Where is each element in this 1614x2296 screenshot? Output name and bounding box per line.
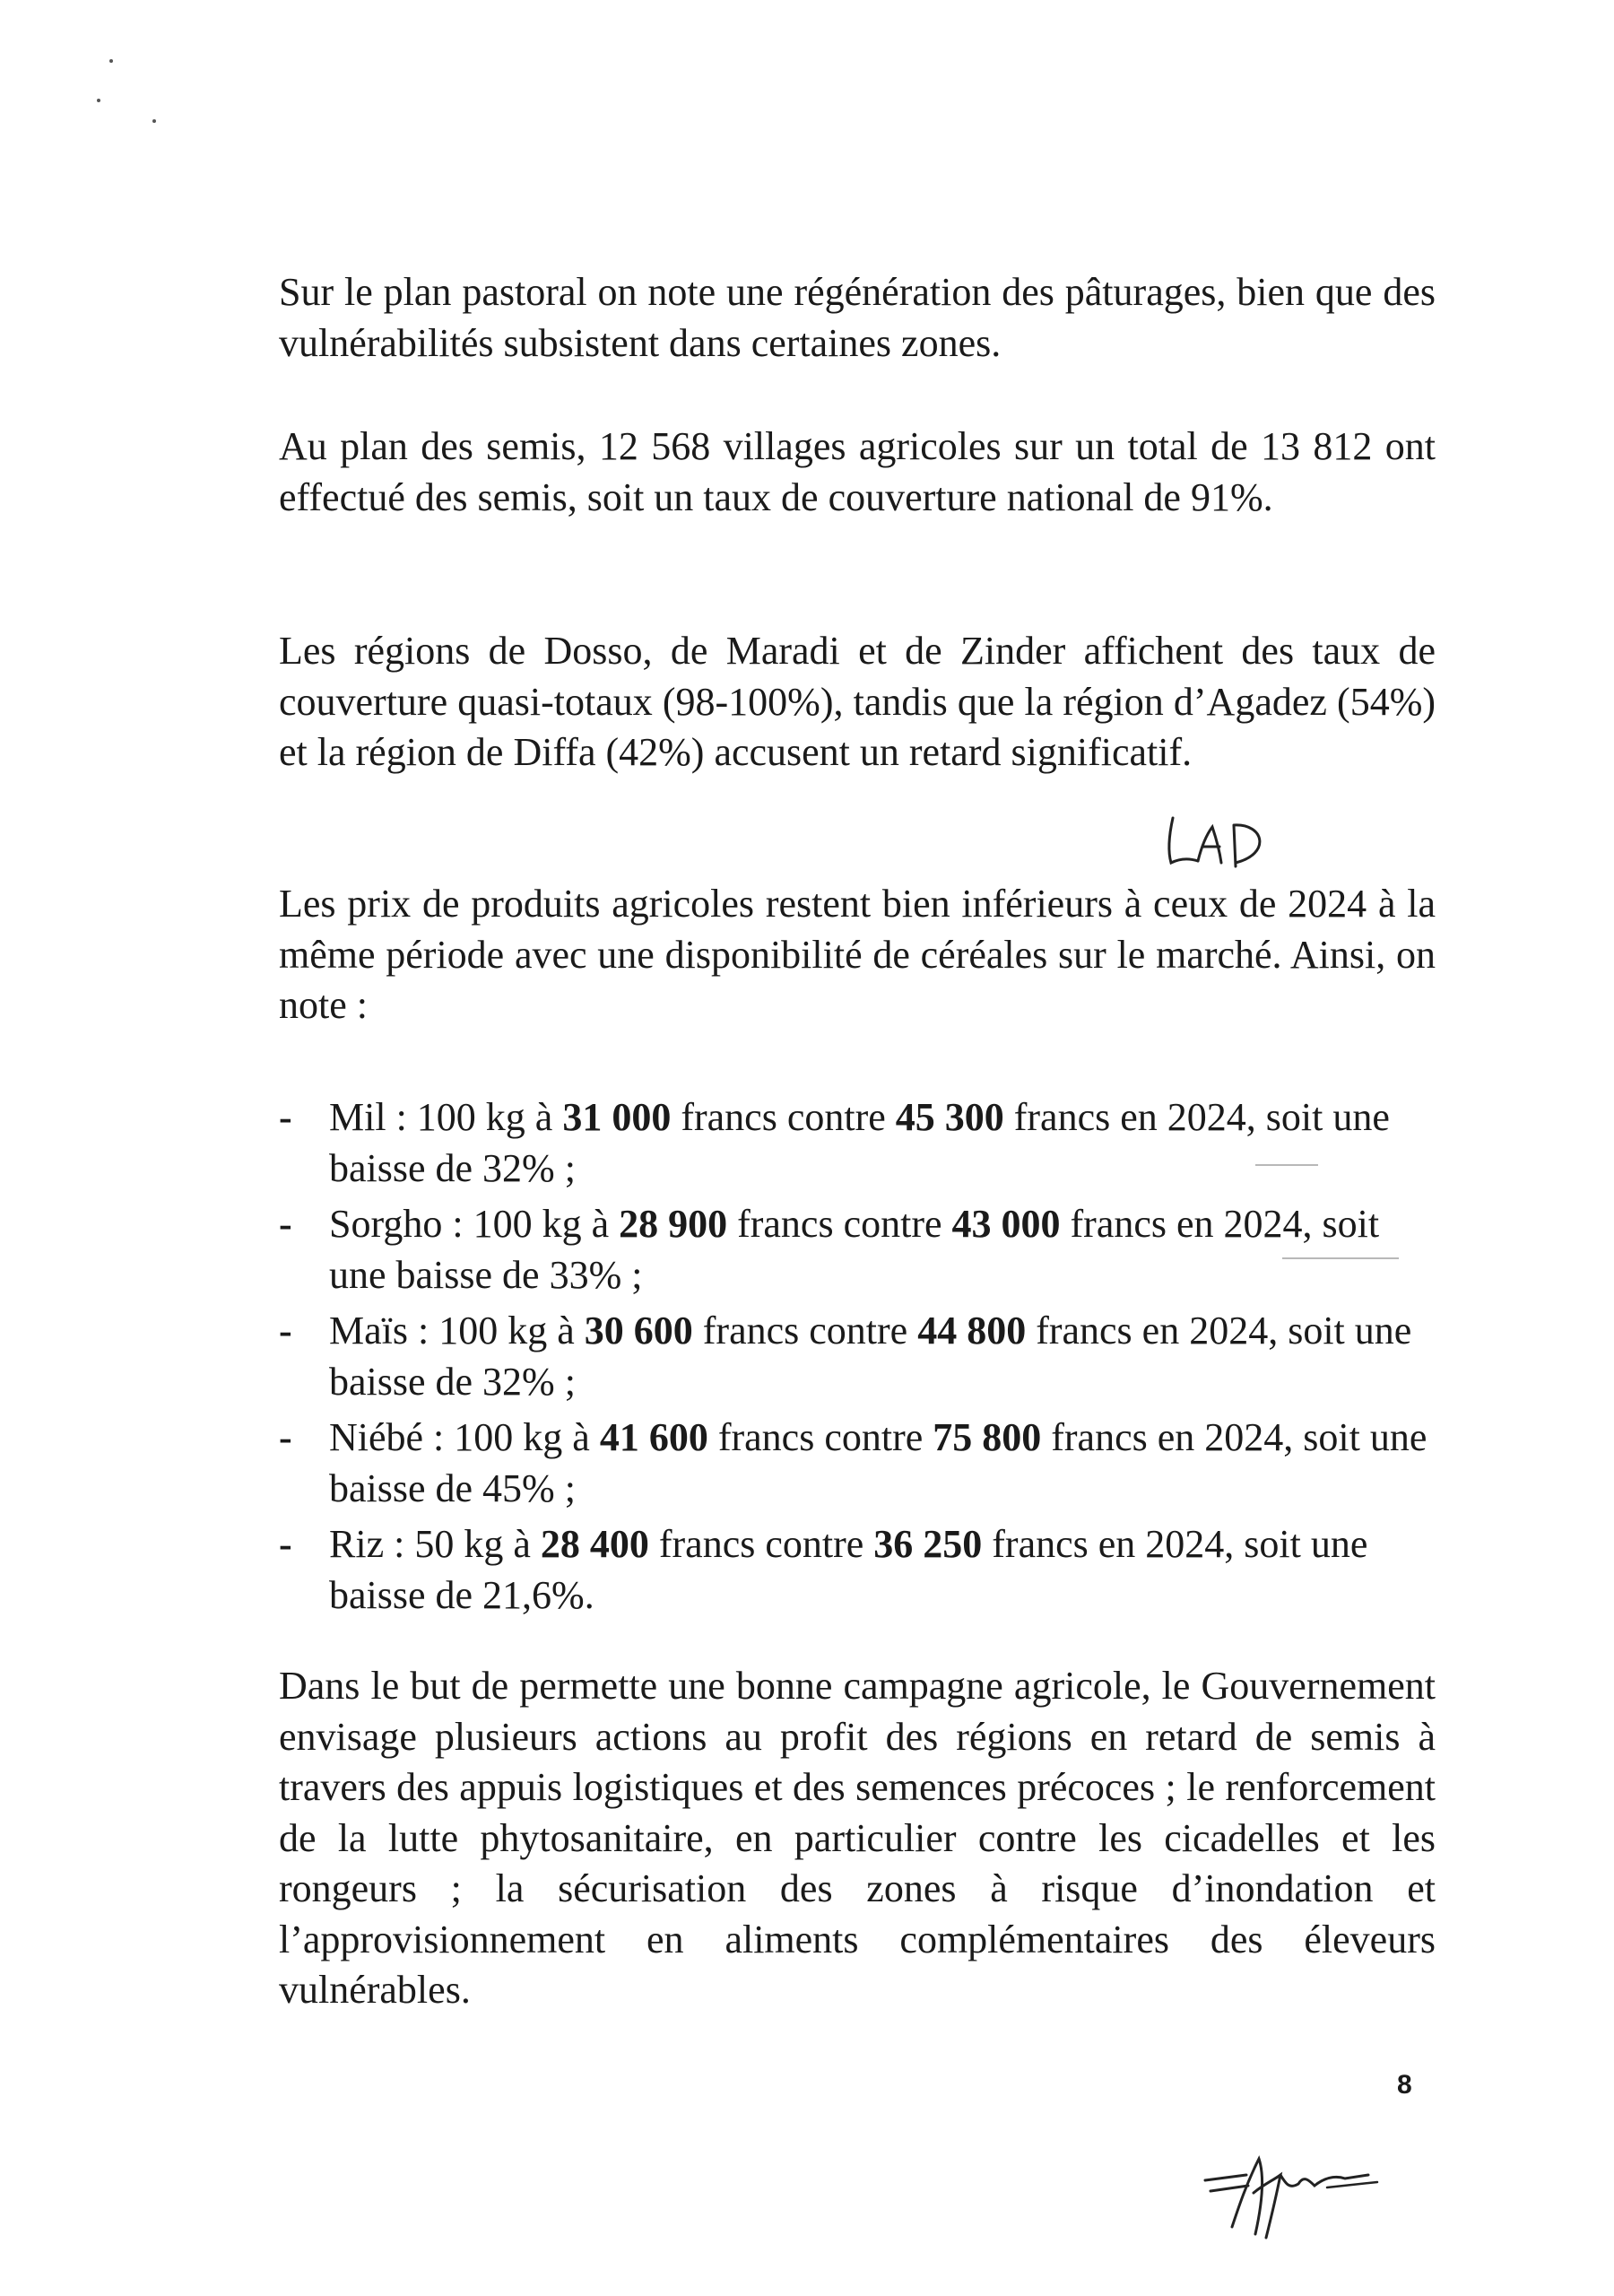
quantity: 100 kg à [454,1415,590,1459]
quantity: 50 kg à [414,1522,531,1566]
list-item [279,1413,1436,1514]
quantity: 100 kg à [416,1095,553,1139]
list-item [279,1199,1436,1300]
page-number: 8 [1397,2070,1412,2100]
comparison-text: francs contre [658,1522,864,1566]
comparison-text: francs contre [717,1415,924,1459]
price-current: 28 900 [619,1202,728,1246]
paragraph-regions [279,626,1436,778]
paragraph-actions-text: Dans le but de permette une bonne campagne agricole, le Gouvernement envisage plusieurs actions au profit des régions en retard de semis à travers des appuis logistiques et des semences précoces ; le renforcement de la lutte phytosanitaire, en particulier contre les cicadelles et les rongeurs ; la sécurisation des zones à risque d’inondation et l’approvisionnement en aliments complémentaires des éleveurs vulnérables. [279,1664,1436,2012]
product-name: Mil : [329,1095,407,1139]
price-current: 31 000 [562,1095,672,1139]
price-list [279,1092,1436,1626]
list-item [279,1519,1436,1621]
scan-speck [109,59,113,63]
product-name: Riz : [329,1522,405,1566]
handwritten-signature [1193,2148,1390,2247]
scan-speck [152,119,156,123]
list-item [279,1306,1436,1407]
price-2024: 45 300 [895,1095,1004,1139]
handwritten-initials [1157,807,1282,879]
product-name: Niébé : [329,1415,445,1459]
price-2024: 36 250 [873,1522,983,1566]
product-name: Maïs : [329,1309,430,1352]
price-current: 28 400 [540,1522,649,1566]
scan-artifact-line [1255,1164,1318,1166]
bullet-dash: - [279,1522,292,1566]
comparison-text: francs contre [702,1309,908,1352]
change-text: francs en 2024, soit une baisse de 32% ; [329,1095,1390,1190]
bullet-dash: - [279,1415,292,1459]
comparison-text: francs contre [737,1202,942,1246]
price-2024: 43 000 [951,1202,1061,1246]
bullet-dash: - [279,1202,292,1246]
change-text: francs en 2024, soit une baisse de 32% ; [329,1309,1412,1404]
quantity: 100 kg à [438,1309,575,1352]
paragraph-pastoral [279,267,1436,369]
price-current: 41 600 [599,1415,708,1459]
change-text: francs en 2024, soit une baisse de 45% ; [329,1415,1427,1510]
scan-artifact-line [1282,1257,1399,1259]
paragraph-semis-text: Au plan des semis, 12 568 villages agricoles sur un total de 13 812 ont effectué des semis, soit un taux de couverture national de 91%. [279,424,1436,519]
price-2024: 44 800 [917,1309,1027,1352]
paragraph-semis [279,422,1436,523]
bullet-dash: - [279,1095,292,1139]
paragraph-pastoral-text: Sur le plan pastoral on note une régénération des pâturages, bien que des vulnérabilités subsistent dans certaines zones. [279,270,1436,365]
product-name: Sorgho : [329,1202,464,1246]
price-2024: 75 800 [933,1415,1042,1459]
list-item [279,1092,1436,1194]
bullet-dash: - [279,1309,292,1352]
paragraph-regions-text: Les régions de Dosso, de Maradi et de Zinder affichent des taux de couverture quasi-totaux (98-100%), tandis que la région d’Agadez (54%) et la région de Diffa (42%) accusent un retard significatif. [279,629,1436,774]
paragraph-actions [279,1661,1436,2016]
price-current: 30 600 [584,1309,693,1352]
quantity: 100 kg à [473,1202,610,1246]
change-text: francs en 2024, soit une baisse de 33% ; [329,1202,1380,1297]
scan-speck [97,99,100,102]
paragraph-prix-intro-text: Les prix de produits agricoles restent bien inférieurs à ceux de 2024 à la même période avec une disponibilité de céréales sur le marché. Ainsi, on note : [279,882,1436,1027]
change-text: francs en 2024, soit une baisse de 21,6%. [329,1522,1368,1617]
paragraph-prix-intro [279,879,1436,1031]
comparison-text: francs contre [681,1095,886,1139]
